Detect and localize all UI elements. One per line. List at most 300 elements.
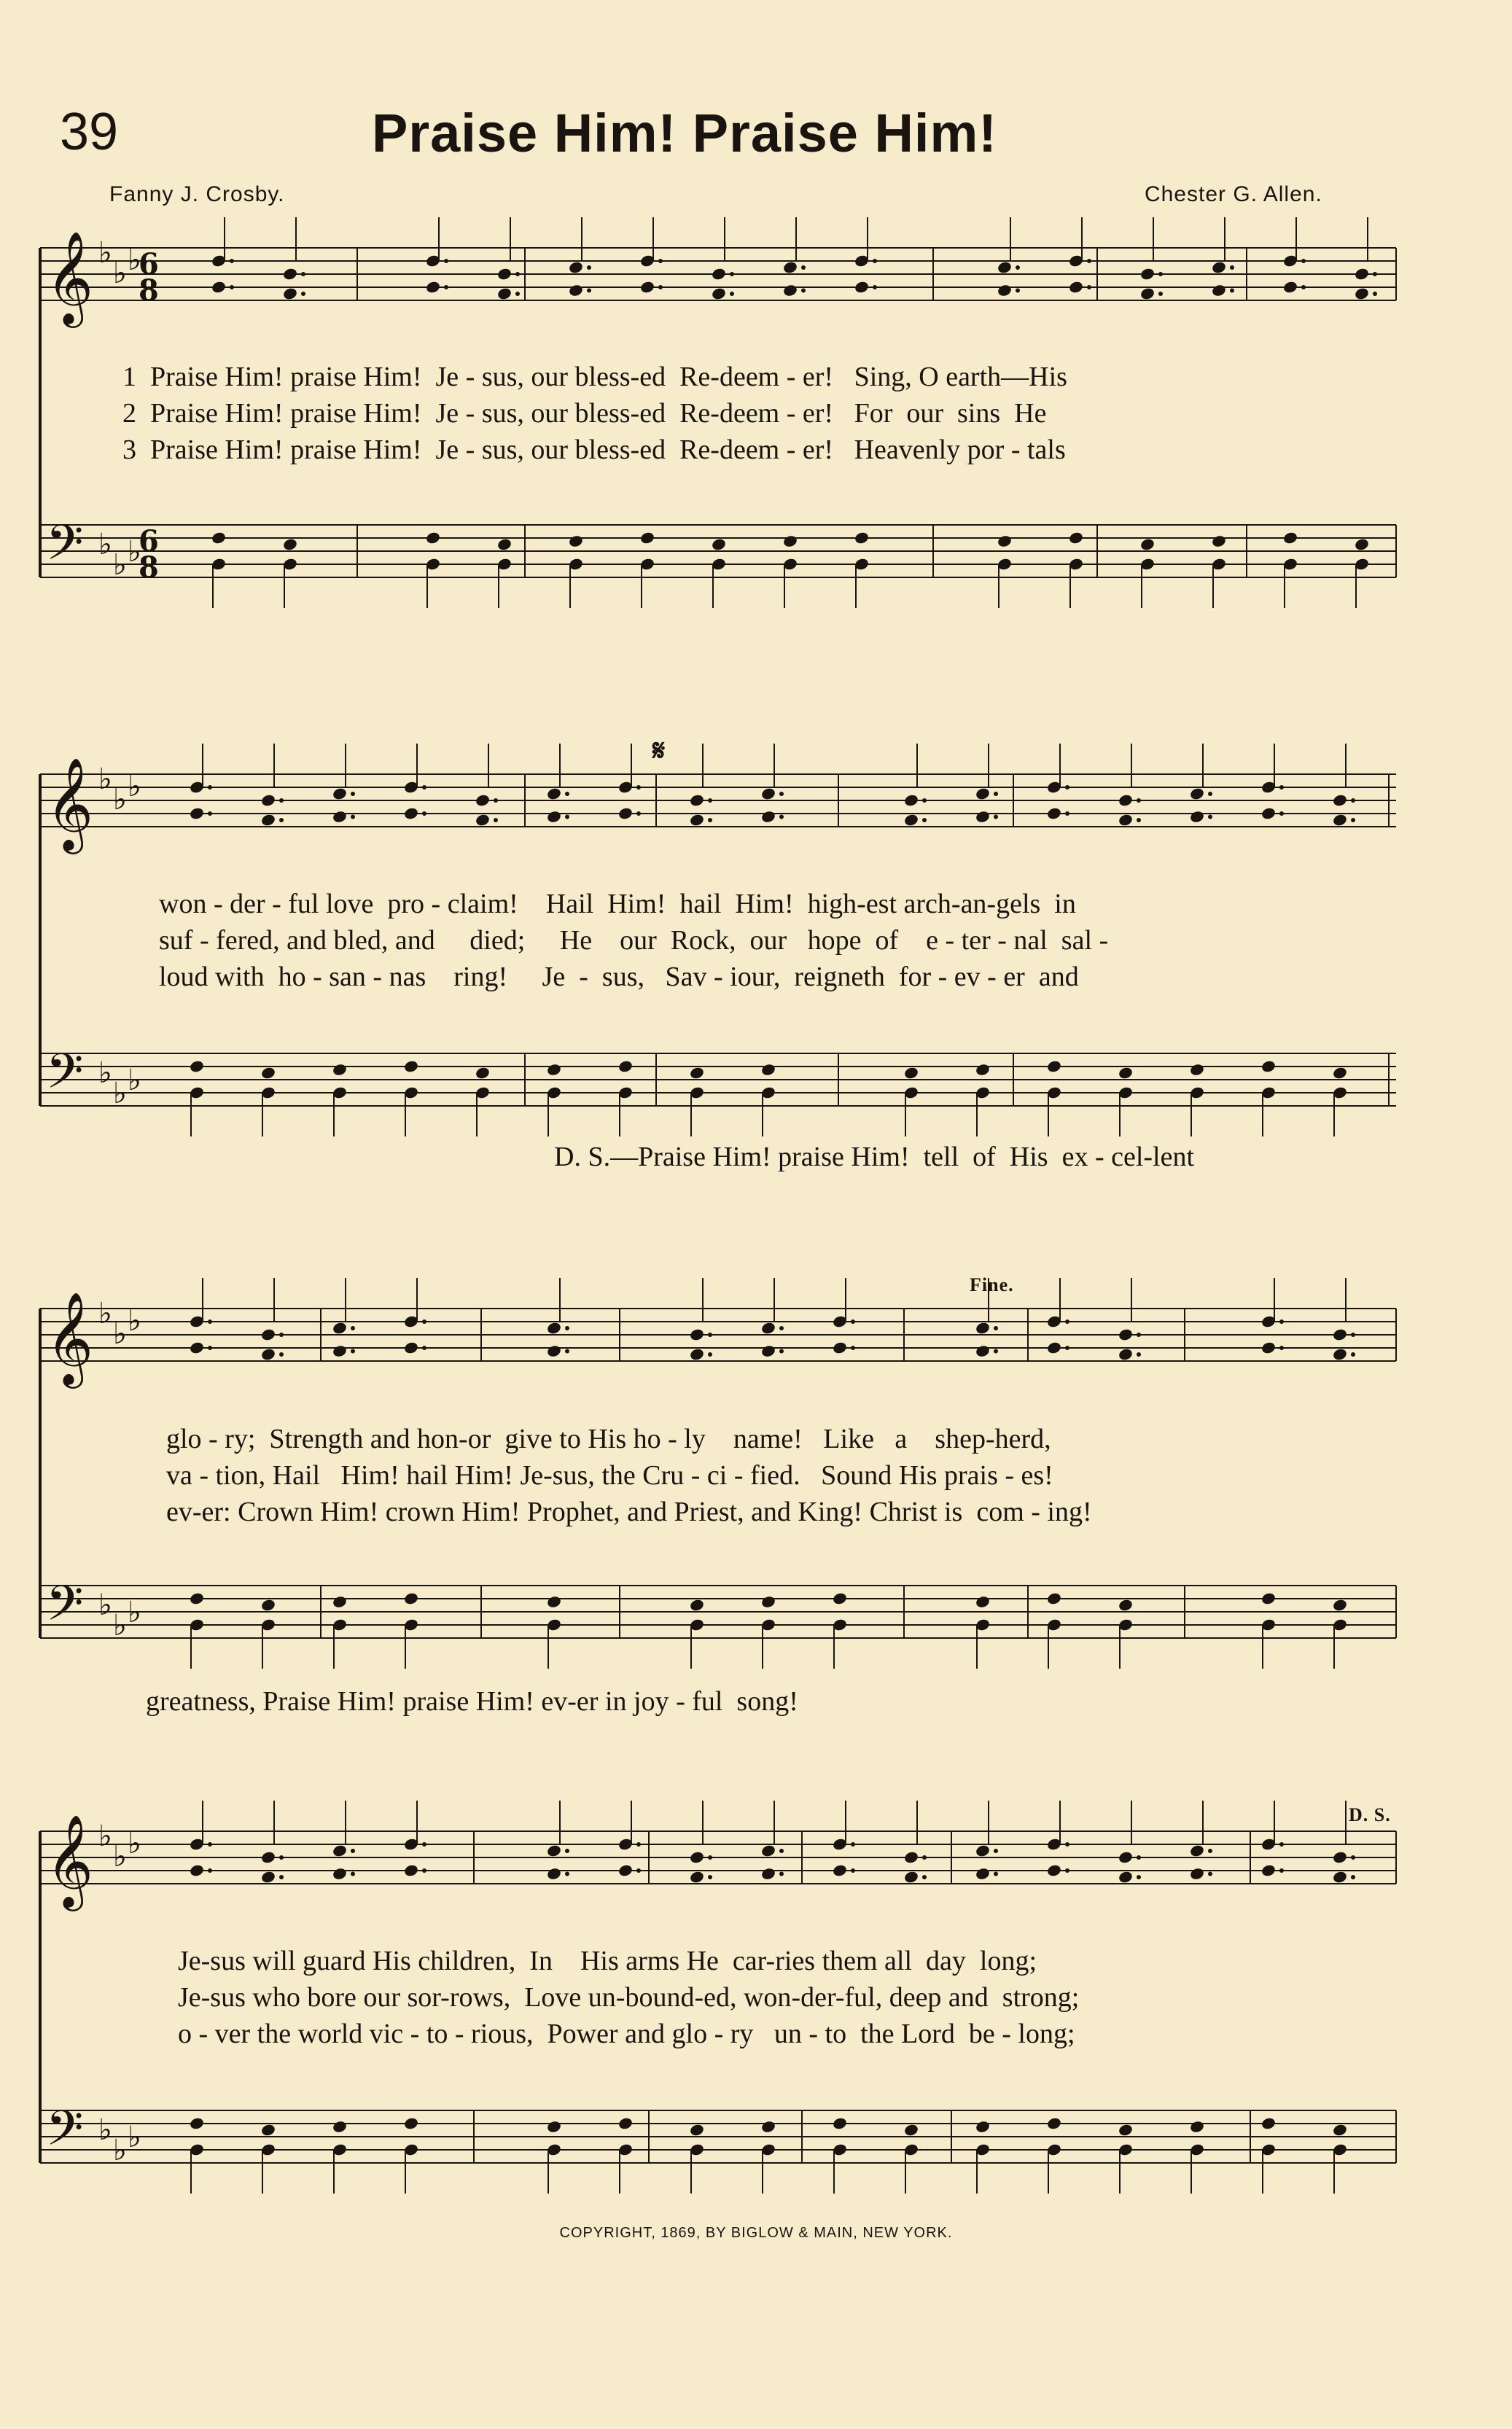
bass-clef-icon: 𝄢 xyxy=(46,1043,84,1111)
system2-ds-lyric: D. S.—Praise Him! praise Him! tell of His ex - cel-lent xyxy=(554,1142,1195,1172)
note-head xyxy=(1332,1598,1348,1612)
dot-icon xyxy=(1087,285,1091,289)
note-head xyxy=(975,2120,991,2134)
note-head xyxy=(475,793,491,807)
dot-icon xyxy=(1065,811,1069,816)
dot-icon xyxy=(851,1319,855,1324)
note-head xyxy=(617,1863,634,1877)
dot-icon xyxy=(494,818,498,822)
note-head xyxy=(332,2120,348,2134)
note-head xyxy=(332,1844,348,1857)
note-head xyxy=(546,810,562,824)
note-head xyxy=(546,1595,562,1609)
system3-lyric-verse2: va - tion, Hail Him! hail Him! Je-sus, the Cru - ci - fied. Sound His prais - es! xyxy=(166,1460,1053,1491)
dot-icon xyxy=(565,1349,569,1354)
note-head xyxy=(975,1321,991,1335)
dot-icon xyxy=(922,1855,927,1860)
dot-icon xyxy=(279,798,284,803)
note-head xyxy=(568,284,584,297)
treble-clef-icon: 𝄞 xyxy=(46,230,94,324)
time-signature-bottom: 8 xyxy=(139,550,159,585)
note-head xyxy=(1068,531,1084,545)
dot-icon xyxy=(873,259,877,263)
lyricist-credit: Fanny J. Crosby. xyxy=(109,182,285,206)
note-head xyxy=(282,537,298,551)
note-head xyxy=(260,1327,276,1341)
treble-clef-icon: 𝄞 xyxy=(46,1814,94,1907)
note-head xyxy=(546,1063,562,1077)
dot-icon xyxy=(565,815,569,819)
note-head xyxy=(1118,813,1134,827)
dot-icon xyxy=(208,1868,212,1873)
dot-icon xyxy=(779,792,784,796)
note-head xyxy=(568,260,584,274)
dot-icon xyxy=(279,818,284,822)
dot-icon xyxy=(1351,1855,1355,1860)
note-head xyxy=(1046,1591,1062,1605)
note-head xyxy=(975,810,991,824)
dot-icon xyxy=(994,1326,998,1330)
note-head xyxy=(1118,1327,1134,1341)
note-head xyxy=(617,806,634,820)
note-head xyxy=(760,2120,776,2134)
note-head xyxy=(689,2123,705,2137)
note-head xyxy=(760,1063,776,1077)
system1-lyric-verse3: 3 Praise Him! praise Him! Je - sus, our bless-ed Re-deem - er! Heavenly por - tals xyxy=(122,434,1066,465)
note-head xyxy=(1332,1066,1348,1080)
dot-icon xyxy=(422,785,426,789)
note-head xyxy=(1332,2123,1348,2137)
dot-icon xyxy=(730,292,734,296)
note-head xyxy=(546,1344,562,1358)
dot-icon xyxy=(422,1842,426,1847)
note-head xyxy=(260,1598,276,1612)
dot-icon xyxy=(636,785,641,789)
note-head xyxy=(782,534,798,548)
note-head xyxy=(760,787,776,800)
flat-icon: ♭ xyxy=(128,1827,141,1860)
note-head xyxy=(1189,810,1205,824)
note-head xyxy=(425,531,441,545)
dot-icon xyxy=(230,259,234,263)
note-head xyxy=(546,2120,562,2134)
dot-icon xyxy=(515,272,520,276)
note-head xyxy=(782,260,798,274)
dot-icon xyxy=(422,811,426,816)
dot-icon xyxy=(1137,1855,1141,1860)
dot-icon xyxy=(587,265,591,270)
dot-icon xyxy=(801,289,806,293)
note-head xyxy=(1068,280,1084,294)
flat-icon: ♭ xyxy=(113,1077,127,1110)
note-head xyxy=(282,267,298,281)
note-head xyxy=(711,286,727,300)
note-head xyxy=(1282,280,1298,294)
note-head xyxy=(260,793,276,807)
dot-icon xyxy=(444,259,448,263)
composer-credit: Chester G. Allen. xyxy=(1145,182,1322,206)
flat-icon: ♭ xyxy=(128,1064,141,1097)
flat-icon: ♭ xyxy=(113,783,127,816)
note-head xyxy=(1260,1863,1277,1877)
dot-icon xyxy=(1137,1875,1141,1879)
note-head xyxy=(1260,2116,1277,2130)
dot-icon xyxy=(1373,272,1377,276)
note-head xyxy=(711,267,727,281)
dot-icon xyxy=(708,1855,712,1860)
note-head xyxy=(1354,286,1370,300)
flat-icon: ♭ xyxy=(98,1297,112,1330)
note-head xyxy=(332,1344,348,1358)
note-head xyxy=(260,1066,276,1080)
dot-icon xyxy=(1016,289,1020,293)
dot-icon xyxy=(208,1346,212,1350)
dot-icon xyxy=(1351,798,1355,803)
dot-icon xyxy=(730,272,734,276)
time-signature-bottom: 8 xyxy=(139,273,159,308)
dot-icon xyxy=(279,1875,284,1879)
note-head xyxy=(1332,1850,1348,1864)
flat-icon: ♭ xyxy=(98,236,112,270)
note-head xyxy=(260,2123,276,2137)
note-head xyxy=(832,1591,848,1605)
dot-icon xyxy=(994,1872,998,1876)
system2-lyric-verse2: suf - fered, and bled, and died; He our Rock, our hope of e - ter - nal sal - xyxy=(159,925,1109,956)
note-head xyxy=(903,1066,919,1080)
dot-icon xyxy=(1065,1346,1069,1350)
note-head xyxy=(1189,1063,1205,1077)
dot-icon xyxy=(301,272,305,276)
dot-icon xyxy=(1208,1849,1212,1853)
note-head xyxy=(1046,806,1062,820)
dot-icon xyxy=(779,1849,784,1853)
note-head xyxy=(975,1063,991,1077)
note-head xyxy=(189,2116,205,2130)
flat-icon: ♭ xyxy=(98,763,112,796)
note-head xyxy=(975,1595,991,1609)
dot-icon xyxy=(515,292,520,296)
note-head xyxy=(1332,1327,1348,1341)
system3-ds-lyric: greatness, Praise Him! praise Him! ev-er in joy - ful song! xyxy=(146,1686,798,1717)
note-head xyxy=(568,534,584,548)
note-head xyxy=(1118,1066,1134,1080)
note-head xyxy=(617,1059,634,1073)
note-head xyxy=(975,1844,991,1857)
note-head xyxy=(1046,2116,1062,2130)
dot-icon xyxy=(422,1346,426,1350)
system1-lyric-verse2: 2 Praise Him! praise Him! Je - sus, our bless-ed Re-deem - er! For our sins He xyxy=(122,398,1047,429)
note-head xyxy=(689,1347,705,1361)
dot-icon xyxy=(801,265,806,270)
dot-icon xyxy=(1230,265,1234,270)
bass-clef-icon: 𝄢 xyxy=(46,2100,84,2168)
note-head xyxy=(1046,1059,1062,1073)
bass-clef-icon: 𝄢 xyxy=(46,1575,84,1643)
note-head xyxy=(1118,1598,1134,1612)
dot-icon xyxy=(1351,818,1355,822)
dot-icon xyxy=(1279,1319,1284,1324)
note-head xyxy=(1118,1347,1134,1361)
note-head xyxy=(189,1863,205,1877)
flat-icon: ♭ xyxy=(113,1609,127,1642)
dot-icon xyxy=(279,1352,284,1357)
dot-icon xyxy=(1208,1872,1212,1876)
note-head xyxy=(997,534,1013,548)
dot-icon xyxy=(708,818,712,822)
note-head xyxy=(832,1863,848,1877)
flat-icon: ♭ xyxy=(128,1596,141,1629)
note-head xyxy=(782,284,798,297)
dot-icon xyxy=(1301,259,1306,263)
note-head xyxy=(475,813,491,827)
note-head xyxy=(403,1341,419,1354)
note-head xyxy=(903,2123,919,2137)
dot-icon xyxy=(565,792,569,796)
flat-icon: ♭ xyxy=(98,1588,112,1622)
flat-icon: ♭ xyxy=(128,2121,141,2154)
note-head xyxy=(760,810,776,824)
note-head xyxy=(1189,1844,1205,1857)
note-head xyxy=(1189,2120,1205,2134)
note-head xyxy=(1211,284,1227,297)
dot-icon xyxy=(565,1872,569,1876)
note-head xyxy=(546,787,562,800)
dot-icon xyxy=(1279,1346,1284,1350)
note-head xyxy=(189,806,205,820)
note-head xyxy=(689,793,705,807)
note-head xyxy=(260,1870,276,1884)
dot-icon xyxy=(779,1349,784,1354)
dot-icon xyxy=(301,292,305,296)
dot-icon xyxy=(851,1346,855,1350)
note-head xyxy=(189,1059,205,1073)
dot-icon xyxy=(1230,289,1234,293)
dot-icon xyxy=(779,815,784,819)
dot-icon xyxy=(708,1875,712,1879)
time-signature-top: 6 xyxy=(139,247,159,281)
note-head xyxy=(260,1347,276,1361)
dot-icon xyxy=(922,1875,927,1879)
dot-icon xyxy=(658,285,663,289)
system4-lyric-verse2: Je-sus who bore our sor-rows, Love un-bound-ed, won-der-ful, deep and strong; xyxy=(178,1982,1080,2013)
dot-icon xyxy=(1137,1333,1141,1337)
note-head xyxy=(260,1850,276,1864)
dot-icon xyxy=(351,815,355,819)
flat-icon: ♭ xyxy=(98,2113,112,2147)
flat-icon: ♭ xyxy=(128,770,141,803)
note-head xyxy=(1139,537,1156,551)
note-head xyxy=(332,1595,348,1609)
dot-icon xyxy=(1065,1842,1069,1847)
note-head xyxy=(546,1867,562,1881)
dot-icon xyxy=(636,1868,641,1873)
dot-icon xyxy=(658,259,663,263)
dot-icon xyxy=(994,1849,998,1853)
note-head xyxy=(332,1867,348,1881)
flat-icon: ♭ xyxy=(128,243,141,277)
note-head xyxy=(403,1591,419,1605)
dot-icon xyxy=(351,1849,355,1853)
note-head xyxy=(1282,531,1298,545)
flat-icon: ♭ xyxy=(98,1056,112,1090)
note-head xyxy=(1211,260,1227,274)
note-head xyxy=(903,1870,919,1884)
note-head xyxy=(1354,267,1370,281)
note-head xyxy=(1260,1341,1277,1354)
note-head xyxy=(1260,806,1277,820)
note-head xyxy=(1046,1863,1062,1877)
note-head xyxy=(617,2116,634,2130)
dot-icon xyxy=(1351,1875,1355,1879)
note-head xyxy=(189,1341,205,1354)
system1-lyric-verse1: 1 Praise Him! praise Him! Je - sus, our bless-ed Re-deem - er! Sing, O earth—His xyxy=(122,362,1067,392)
flat-icon: ♭ xyxy=(113,548,127,582)
flat-icon: ♭ xyxy=(128,535,141,569)
dot-icon xyxy=(1065,1868,1069,1873)
note-head xyxy=(689,1066,705,1080)
dot-icon xyxy=(708,1333,712,1337)
dot-icon xyxy=(351,1872,355,1876)
note-head xyxy=(332,1063,348,1077)
hymn-title: Praise Him! Praise Him! xyxy=(372,103,997,163)
flat-icon: ♭ xyxy=(113,1840,127,1874)
note-head xyxy=(832,2116,848,2130)
system4-lyric-verse3: o - ver the world vic - to - rious, Power and glo - ry un - to the Lord be - long; xyxy=(178,2019,1075,2049)
note-head xyxy=(403,1059,419,1073)
dot-icon xyxy=(208,811,212,816)
note-head xyxy=(975,787,991,800)
note-head xyxy=(711,537,727,551)
dot-icon xyxy=(636,1842,641,1847)
note-head xyxy=(1118,1870,1134,1884)
note-head xyxy=(760,1321,776,1335)
note-head xyxy=(1332,1870,1348,1884)
note-head xyxy=(332,787,348,800)
segno-sign: 𝄋 xyxy=(652,734,666,767)
note-head xyxy=(1139,286,1156,300)
system2-lyric-verse1: won - der - ful love pro - claim! Hail Him! hail Him! high-est arch-an-gels in xyxy=(159,889,1076,919)
dot-icon xyxy=(1279,785,1284,789)
dot-icon xyxy=(1373,292,1377,296)
note-head xyxy=(189,1591,205,1605)
note-head xyxy=(854,531,870,545)
dot-icon xyxy=(1208,792,1212,796)
dot-icon xyxy=(279,1855,284,1860)
dot-icon xyxy=(1158,292,1163,296)
note-head xyxy=(332,1321,348,1335)
dot-icon xyxy=(1351,1333,1355,1337)
dot-icon xyxy=(208,1319,212,1324)
note-head xyxy=(1139,267,1156,281)
time-signature-top: 6 xyxy=(139,524,159,558)
note-head xyxy=(425,280,441,294)
note-head xyxy=(639,280,655,294)
dot-icon xyxy=(1351,1352,1355,1357)
note-head xyxy=(639,531,655,545)
note-head xyxy=(689,1870,705,1884)
note-head xyxy=(689,1598,705,1612)
ds-marker: D. S. xyxy=(1349,1804,1391,1825)
dot-icon xyxy=(230,285,234,289)
note-head xyxy=(854,280,870,294)
flat-icon: ♭ xyxy=(113,2134,127,2167)
note-head xyxy=(760,1867,776,1881)
dot-icon xyxy=(779,1872,784,1876)
treble-clef-icon: 𝄞 xyxy=(46,1291,94,1384)
dot-icon xyxy=(565,1849,569,1853)
system3-lyric-verse3: ev-er: Crown Him! crown Him! Prophet, and Priest, and King! Christ is com - ing! xyxy=(166,1497,1092,1527)
note-head xyxy=(1118,1850,1134,1864)
note-head xyxy=(760,1344,776,1358)
dot-icon xyxy=(565,1326,569,1330)
dot-icon xyxy=(494,798,498,803)
system4-lyric-verse1: Je-sus will guard His children, In His arms He car-ries them all day long; xyxy=(178,1946,1037,1976)
dot-icon xyxy=(994,792,998,796)
dot-icon xyxy=(444,285,448,289)
system2-lyric-verse3: loud with ho - san - nas ring! Je - sus, Sav - iour, reigneth for - ev - er and xyxy=(159,962,1079,992)
flat-icon: ♭ xyxy=(98,528,112,561)
fine-marker: Fine. xyxy=(970,1274,1014,1295)
dot-icon xyxy=(351,792,355,796)
dot-icon xyxy=(708,798,712,803)
flat-icon: ♭ xyxy=(128,1304,141,1338)
dot-icon xyxy=(851,1842,855,1847)
dot-icon xyxy=(351,1326,355,1330)
note-head xyxy=(903,813,919,827)
dot-icon xyxy=(1279,1868,1284,1873)
dot-icon xyxy=(1301,285,1306,289)
note-head xyxy=(496,537,513,551)
flat-icon: ♭ xyxy=(113,1317,127,1351)
dot-icon xyxy=(994,815,998,819)
dot-icon xyxy=(351,1349,355,1354)
note-head xyxy=(997,260,1013,274)
note-head xyxy=(1118,793,1134,807)
dot-icon xyxy=(1137,798,1141,803)
note-head xyxy=(689,813,705,827)
treble-clef-icon: 𝄞 xyxy=(46,757,94,850)
dot-icon xyxy=(1137,1352,1141,1357)
note-head xyxy=(1332,813,1348,827)
note-head xyxy=(760,1844,776,1857)
dot-icon xyxy=(1087,259,1091,263)
dot-icon xyxy=(1208,815,1212,819)
note-head xyxy=(403,1863,419,1877)
note-head xyxy=(1332,793,1348,807)
note-head xyxy=(1260,1591,1277,1605)
note-head xyxy=(760,1595,776,1609)
note-head xyxy=(332,810,348,824)
system3-lyric-verse1: glo - ry; Strength and hon-or give to His ho - ly name! Like a shep-herd, xyxy=(166,1424,1051,1454)
note-head xyxy=(1332,1347,1348,1361)
dot-icon xyxy=(708,1352,712,1357)
flat-icon: ♭ xyxy=(98,1820,112,1853)
note-head xyxy=(975,1344,991,1358)
dot-icon xyxy=(922,818,927,822)
dot-icon xyxy=(1137,818,1141,822)
dot-icon xyxy=(1016,265,1020,270)
note-head xyxy=(403,2116,419,2130)
note-head xyxy=(260,813,276,827)
dot-icon xyxy=(208,785,212,789)
note-head xyxy=(997,284,1013,297)
note-head xyxy=(546,1844,562,1857)
note-head xyxy=(1118,2123,1134,2137)
note-head xyxy=(475,1066,491,1080)
note-head xyxy=(975,1867,991,1881)
bass-clef-icon: 𝄢 xyxy=(46,515,84,582)
dot-icon xyxy=(1279,1842,1284,1847)
